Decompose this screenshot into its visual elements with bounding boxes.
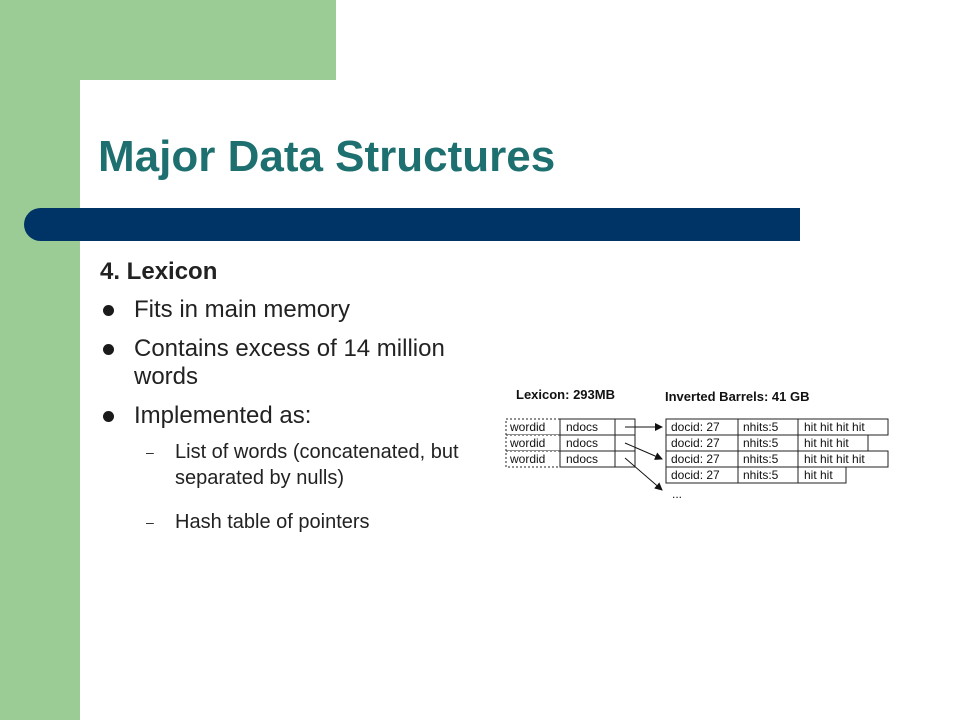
docid-text: docid: 27 [671,452,720,466]
slide-title: Major Data Structures [98,132,556,181]
barrel-row [666,451,888,467]
wordid-text: wordid [510,436,546,450]
bullet-item [100,296,460,324]
nhits-text: nhits:5 [743,468,779,482]
title-underline-bar [24,208,800,241]
lexicon-row [506,451,635,467]
bullet-text: Implemented as: [134,402,312,429]
bullet-list [100,296,460,430]
section-heading: 4. Lexicon [100,258,218,285]
hits-text: hit hit [804,468,833,482]
nhits-text: nhits:5 [743,420,779,434]
lexicon-row [506,419,635,435]
barrels-label: Inverted Barrels: 41 GB [665,389,810,404]
wordid-text: wordid [510,420,546,434]
bullet-text: Contains excess of 14 million words [134,335,445,390]
bullet-dot-icon [103,305,114,316]
ndocs-text: ndocs [566,420,599,434]
sub-bullet-item [100,439,460,491]
sub-bullet-text: Hash table of pointers [175,511,370,533]
hits-text: hit hit hit [804,436,849,450]
diagram-canvas [500,382,900,506]
bullet-text: Fits in main memory [134,296,351,323]
docid-text: docid: 27 [671,436,720,450]
pointer-arrow [625,458,662,490]
lexicon-row [506,435,635,451]
bullet-item [100,335,460,391]
ellipsis-text: ... [672,487,683,501]
hits-text: hit hit hit hit [804,452,865,466]
hits-text: hit hit hit hit [804,420,865,434]
sub-bullet-list [100,439,460,535]
left-accent-band [0,0,80,720]
slide-content [100,258,460,553]
bullet-dot-icon [103,344,114,355]
barrel-row [666,419,888,435]
lexicon-label: Lexicon: 293MB [516,387,615,402]
bullet-dot-icon [103,411,114,422]
docid-text: docid: 27 [671,468,720,482]
barrel-row [666,467,846,483]
nhits-text: nhits:5 [743,452,779,466]
dash-icon: – [146,444,154,460]
sub-bullet-text: List of words (concatenated, but separated by nulls) [175,441,459,489]
ndocs-text: ndocs [566,452,599,466]
lexicon-barrels-diagram [500,382,900,511]
top-accent-band [0,0,336,80]
nhits-text: nhits:5 [743,436,779,450]
bullet-item [100,402,460,430]
ndocs-text: ndocs [566,436,599,450]
docid-text: docid: 27 [671,420,720,434]
barrel-row [666,435,868,451]
sub-bullet-item [100,509,460,535]
wordid-text: wordid [510,452,546,466]
dash-icon: – [146,514,154,530]
